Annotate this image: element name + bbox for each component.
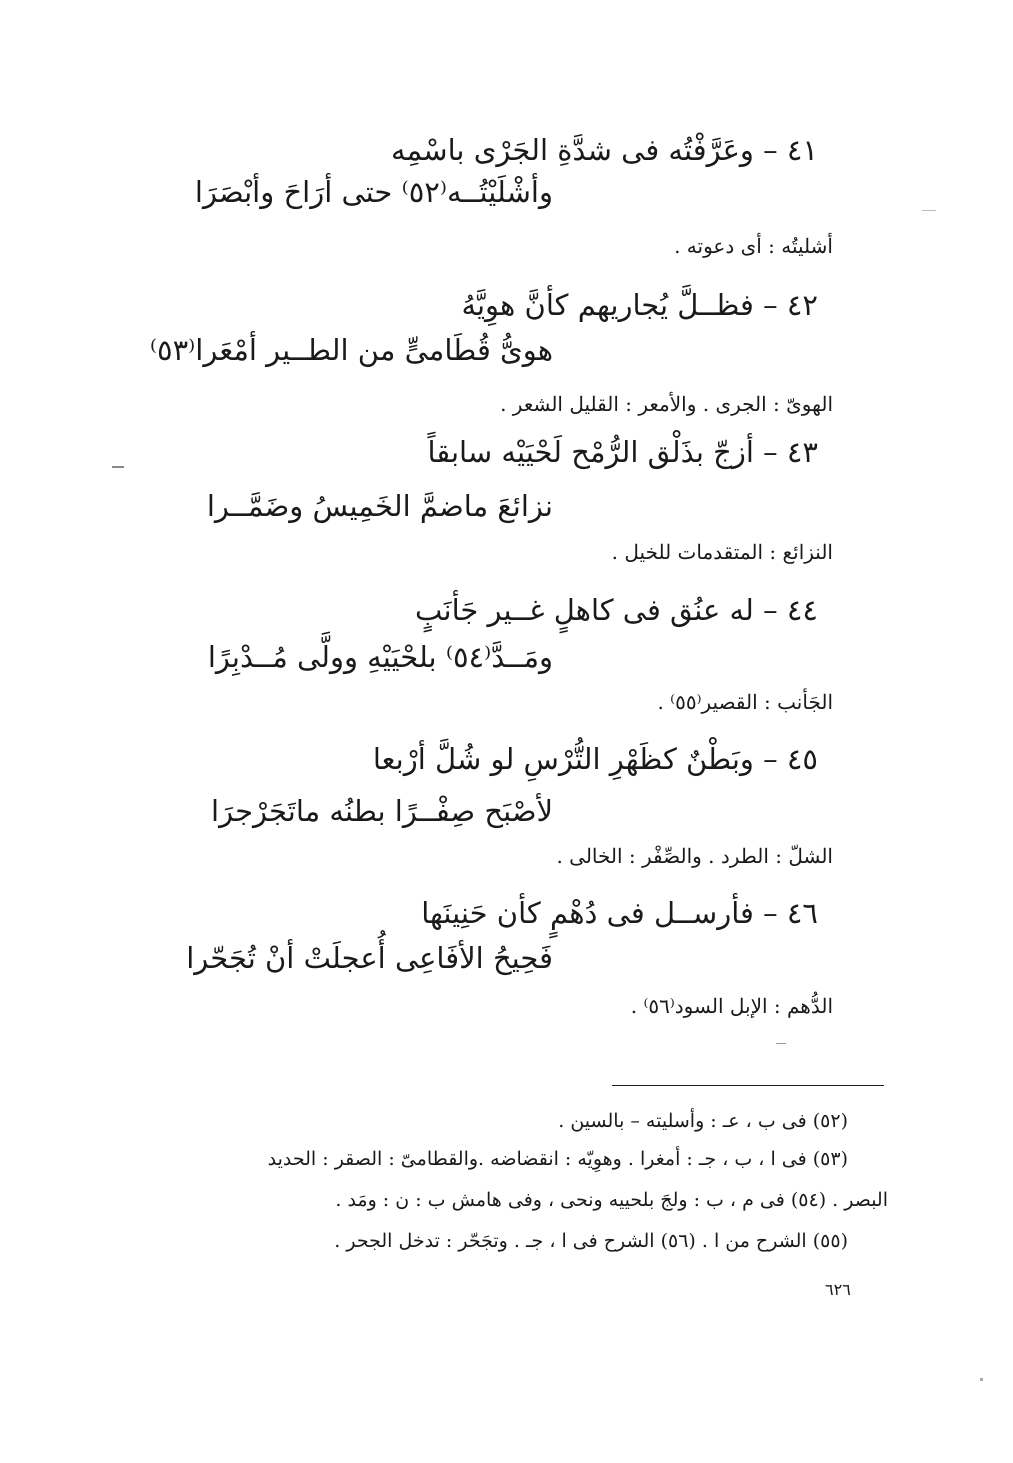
verse-42-gloss: الهوىّ : الجرى . والأمعر : القليل الشعر .	[500, 392, 833, 416]
scan-mark	[112, 466, 124, 468]
verse-45-first-hemistich: ٤٥ – وبَطْنٌ كظَهْرِ التُّرْسِ لو شُلَّ أرْبعا	[372, 742, 818, 776]
verse-44-gloss: الجَأنب : القصير⁽٥٥⁾ .	[657, 690, 833, 714]
verse-43-second-hemistich: نزائعَ ماضمَّ الخَمِيسُ وضَمَّــرا	[206, 489, 553, 523]
verse-43-first-hemistich: ٤٣ – أزجّ بذَلْق الرُّمْح لَحْيَيْه سابقاً	[427, 435, 818, 469]
verse-46-first-hemistich: ٤٦ – فأرســل فى دُهْمٍ كأن حَنِينَها	[421, 896, 818, 930]
verse-44-second-hemistich: ومَــدَّ⁽٥٤⁾ بلحْيَيْهِ وولَّى مُــدْبِرًا	[207, 640, 553, 674]
footnote-separator	[612, 1085, 884, 1086]
scan-mark	[922, 210, 936, 211]
verse-43-gloss: النزائع : المتقدمات للخيل .	[611, 540, 833, 564]
verse-45-gloss: الشلّ : الطرد . والصِّفْر : الخالى .	[556, 844, 833, 868]
verse-46-gloss: الدُّهم : الإبل السود⁽٥٦⁾ .	[630, 994, 833, 1018]
verse-45-second-hemistich: لأصْبَح صِفْــرًا بطنُه ماتَجَرْجرَا	[211, 794, 553, 828]
footnote-53: (٥٣) فى ا ، ب ، جـ : أمغرا . وهوِيّه : انقضاضه .والقطامىّ : الصقر : الحديد	[267, 1148, 848, 1170]
verse-41-gloss: أشليتُه : أى دعوته .	[674, 234, 833, 258]
verse-46-second-hemistich: فَحِيحُ الأفَاعِى أُعجلَتْ أنْ تُجَحّرا	[186, 941, 553, 975]
scan-mark	[776, 1043, 786, 1044]
verse-42-first-hemistich: ٤٢ – فظــلَّ يُجاريهم كأنَّ هوِيَّهُ	[461, 288, 818, 322]
verse-41-second-hemistich: وأشْلَيْتُــه⁽٥٢⁾ حتى أرَاحَ وأبْصَرَا	[194, 175, 553, 209]
scan-mark	[980, 1378, 983, 1381]
verse-42-second-hemistich: هوىُّ قُطَامىٍّ من الطــير أمْعَرا⁽٥٣⁾	[149, 333, 553, 367]
page-number: ٦٢٦	[825, 1280, 851, 1299]
footnote-53-54: البصر . (٥٤) فى م ، ب : ولجَ بلحييه ونحى ، وفى هامش ب : ن : ومَد .	[335, 1189, 888, 1211]
verse-41-first-hemistich: ٤١ – وعَرَّفْتُه فى شدَّةِ الجَرْى باسْمِه	[390, 133, 818, 167]
verse-44-first-hemistich: ٤٤ – له عنُق فى كاهلٍ غــير جَأنَبٍ	[415, 593, 818, 627]
footnote-52: (٥٢) فى ب ، عـ : وأسليته – بالسين .	[558, 1110, 848, 1132]
footnote-55-56: (٥٥) الشرح من ا . (٥٦) الشرح فى ا ، جـ . وتجَحّر : تدخل الجحر .	[334, 1230, 848, 1252]
